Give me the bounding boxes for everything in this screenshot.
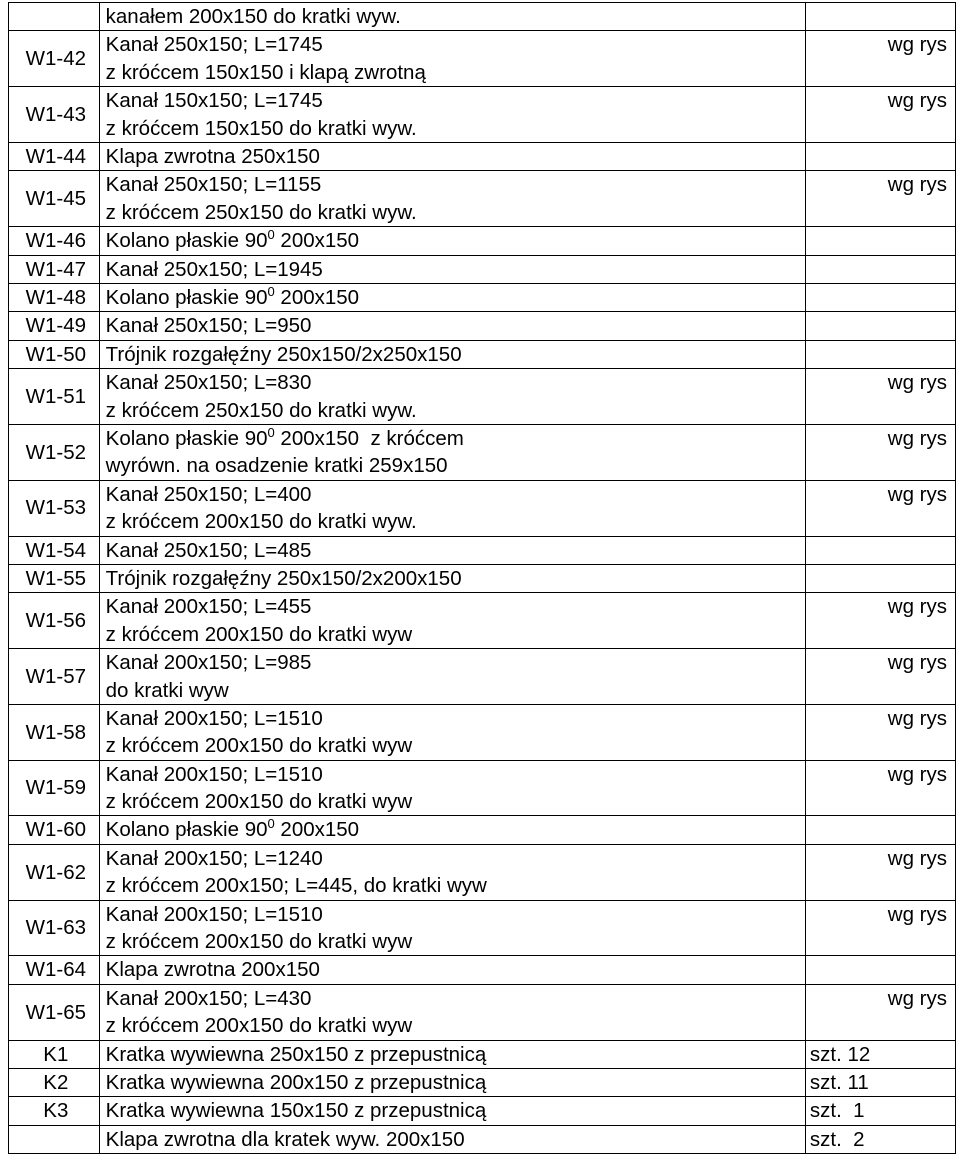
table-row — [9, 816, 956, 844]
description-line: z króćcem 200x150 do kratki wyw — [105, 622, 413, 646]
table-row — [9, 369, 956, 425]
item-quantity — [805, 844, 955, 900]
quantity-text: wg rys — [887, 595, 947, 619]
quantity-text: wg rys — [887, 706, 947, 730]
item-code: W1-65 — [9, 984, 100, 1040]
table-row — [9, 564, 956, 592]
item-description — [99, 424, 805, 480]
item-description — [99, 760, 805, 816]
table-row — [9, 227, 956, 255]
degree-superscript: 0 — [267, 227, 275, 243]
item-code: W1-50 — [9, 340, 100, 368]
item-code: W1-53 — [9, 480, 100, 536]
table-row — [9, 171, 956, 227]
item-code: W1-58 — [9, 704, 100, 760]
description-text: 200x150 — [274, 229, 360, 253]
description-text: Kolano płaskie 90 — [105, 229, 268, 253]
item-description — [99, 956, 805, 984]
quantity-text: wg rys — [887, 846, 947, 870]
table-row — [9, 649, 956, 705]
quantity-text: wg rys — [887, 371, 947, 395]
description-line: Kanał 250x150; L=1945 — [105, 257, 323, 281]
item-quantity — [805, 593, 955, 649]
table-row — [9, 1125, 956, 1153]
item-quantity — [805, 312, 955, 340]
item-code: W1-51 — [9, 369, 100, 425]
description-line: Kratka wywiewna 200x150 z przepustnicą — [105, 1071, 487, 1095]
quantity-text: wg rys — [887, 762, 947, 786]
item-description — [99, 1097, 805, 1125]
item-code: W1-47 — [9, 255, 100, 283]
item-code: W1-57 — [9, 649, 100, 705]
description-line: Klapa zwrotna 200x150 — [105, 958, 320, 982]
description-line: Kanał 200x150; L=1510 — [105, 762, 323, 786]
item-description — [99, 142, 805, 170]
item-code: K3 — [9, 1097, 100, 1125]
item-description — [99, 900, 805, 956]
table-row — [9, 255, 956, 283]
item-code: W1-49 — [9, 312, 100, 340]
item-quantity — [805, 1040, 955, 1068]
item-code: W1-56 — [9, 593, 100, 649]
description-line: Kanał 250x150; L=1745 — [105, 33, 323, 57]
description-line — [106, 816, 805, 843]
description-text: Kolano płaskie 90 — [105, 426, 268, 450]
description-text: 200x150 z króćcem — [274, 426, 464, 450]
table-row — [9, 1097, 956, 1125]
quantity-text: wg rys — [887, 33, 947, 57]
item-description — [99, 844, 805, 900]
quantity-text: wg rys — [887, 902, 947, 926]
item-description — [99, 1125, 805, 1153]
degree-superscript: 0 — [267, 816, 275, 832]
item-quantity — [805, 816, 955, 844]
description-line: wyrówn. na osadzenie kratki 259x150 — [105, 454, 448, 478]
description-line: Kanał 200x150; L=455 — [105, 595, 312, 619]
table-row — [9, 3, 956, 31]
table-row — [9, 984, 956, 1040]
item-description — [99, 1040, 805, 1068]
description-line: Trójnik rozgałęźny 250x150/2x250x150 — [105, 342, 462, 366]
degree-superscript: 0 — [267, 283, 275, 299]
item-quantity — [805, 3, 955, 31]
description-line: z króćcem 150x150 do kratki wyw. — [105, 116, 417, 140]
table-row — [9, 340, 956, 368]
description-line: Kanał 200x150; L=1240 — [105, 846, 323, 870]
item-code: W1-54 — [9, 536, 100, 564]
item-description — [99, 649, 805, 705]
item-description — [99, 227, 805, 255]
table-row — [9, 704, 956, 760]
quantity-text: wg rys — [887, 89, 947, 113]
description-text: 200x150 — [274, 818, 360, 842]
quantity-text: wg rys — [887, 651, 947, 675]
description-line: z króćcem 200x150 do kratki wyw — [105, 734, 413, 758]
table-row — [9, 900, 956, 956]
item-quantity — [805, 480, 955, 536]
description-line: Kanał 200x150; L=430 — [105, 986, 312, 1010]
description-line: Klapa zwrotna dla kratek wyw. 200x150 — [105, 1127, 465, 1151]
table-row — [9, 536, 956, 564]
item-description — [99, 480, 805, 536]
item-quantity — [805, 87, 955, 143]
item-description — [99, 340, 805, 368]
item-code: W1-55 — [9, 564, 100, 592]
item-code: W1-45 — [9, 171, 100, 227]
table-row — [9, 593, 956, 649]
description-line: Kanał 250x150; L=485 — [105, 538, 312, 562]
description-text: Kolano płaskie 90 — [105, 285, 268, 309]
item-code: K1 — [9, 1040, 100, 1068]
item-description — [99, 816, 805, 844]
table-row — [9, 760, 956, 816]
description-line: z króćcem 200x150; L=445, do kratki wyw — [105, 874, 487, 898]
item-description — [99, 984, 805, 1040]
item-code: K2 — [9, 1069, 100, 1097]
table-row — [9, 142, 956, 170]
description-line: z króćcem 250x150 do kratki wyw. — [105, 398, 417, 422]
description-line — [106, 227, 805, 254]
description-line: Kanał 200x150; L=1510 — [105, 706, 323, 730]
table-row — [9, 956, 956, 984]
table-row — [9, 424, 956, 480]
description-line: kanałem 200x150 do kratki wyw. — [105, 5, 401, 28]
item-quantity — [805, 142, 955, 170]
table-row — [9, 1069, 956, 1097]
description-line: do kratki wyw — [105, 678, 229, 702]
item-quantity — [805, 704, 955, 760]
description-line: Kanał 150x150; L=1745 — [105, 89, 323, 113]
table-row — [9, 1040, 956, 1068]
item-quantity — [805, 1097, 955, 1125]
table-row — [9, 31, 956, 87]
item-quantity — [805, 1069, 955, 1097]
description-line: Kratka wywiewna 150x150 z przepustnicą — [105, 1099, 487, 1123]
quantity-text: wg rys — [887, 482, 947, 506]
item-quantity — [805, 369, 955, 425]
description-line: Kanał 250x150; L=400 — [105, 482, 312, 506]
item-code: W1-63 — [9, 900, 100, 956]
description-line — [106, 284, 805, 311]
item-description — [99, 1069, 805, 1097]
description-line: Kratka wywiewna 250x150 z przepustnicą — [105, 1042, 487, 1066]
item-quantity — [805, 1125, 955, 1153]
item-code: W1-64 — [9, 956, 100, 984]
item-code: W1-43 — [9, 87, 100, 143]
item-quantity — [805, 564, 955, 592]
item-quantity — [805, 227, 955, 255]
description-line: Kanał 200x150; L=1510 — [105, 902, 323, 926]
degree-superscript: 0 — [267, 424, 275, 440]
quantity-text: szt. 11 — [809, 1071, 869, 1095]
description-line: z króćcem 150x150 i klapą zwrotną — [105, 60, 426, 84]
description-text: Kolano płaskie 90 — [105, 818, 268, 842]
description-line — [106, 425, 805, 452]
description-line: z króćcem 200x150 do kratki wyw — [105, 790, 413, 814]
quantity-text: wg rys — [887, 426, 947, 450]
item-code: W1-42 — [9, 31, 100, 87]
description-line: Kanał 250x150; L=950 — [105, 314, 312, 338]
item-description — [99, 283, 805, 311]
quantity-text: wg rys — [887, 986, 947, 1010]
item-quantity — [805, 984, 955, 1040]
description-line: z króćcem 250x150 do kratki wyw. — [105, 200, 417, 224]
quantity-text: szt. 1 — [809, 1099, 865, 1123]
item-description — [99, 704, 805, 760]
item-quantity — [805, 900, 955, 956]
item-description — [99, 87, 805, 143]
description-text: 200x150 — [274, 285, 360, 309]
table-row — [9, 844, 956, 900]
item-code: W1-52 — [9, 424, 100, 480]
item-quantity — [805, 283, 955, 311]
item-quantity — [805, 255, 955, 283]
description-line: z króćcem 200x150 do kratki wyw. — [105, 510, 417, 534]
item-description — [99, 3, 805, 31]
item-description — [99, 31, 805, 87]
quantity-text: szt. 2 — [809, 1127, 865, 1151]
description-line: Kanał 250x150; L=830 — [105, 371, 312, 395]
description-line: Trójnik rozgałęźny 250x150/2x200x150 — [105, 566, 462, 590]
item-code: W1-48 — [9, 283, 100, 311]
item-description — [99, 369, 805, 425]
description-line: Klapa zwrotna 250x150 — [105, 144, 320, 168]
item-description — [99, 171, 805, 227]
quantity-text: szt. 12 — [809, 1042, 871, 1066]
item-code: W1-44 — [9, 142, 100, 170]
item-code: W1-62 — [9, 844, 100, 900]
item-description — [99, 255, 805, 283]
table-row — [9, 87, 956, 143]
item-code — [9, 3, 100, 31]
parts-table — [8, 2, 956, 1154]
item-quantity — [805, 956, 955, 984]
description-line: z króćcem 200x150 do kratki wyw — [105, 930, 413, 954]
table-row — [9, 312, 956, 340]
table-row — [9, 480, 956, 536]
description-line: Kanał 200x150; L=985 — [105, 651, 312, 675]
item-quantity — [805, 536, 955, 564]
item-code: W1-59 — [9, 760, 100, 816]
item-description — [99, 312, 805, 340]
item-quantity — [805, 31, 955, 87]
item-description — [99, 536, 805, 564]
quantity-text: wg rys — [887, 173, 947, 197]
item-quantity — [805, 760, 955, 816]
item-code: W1-60 — [9, 816, 100, 844]
description-line: z króćcem 200x150 do kratki wyw — [105, 1014, 413, 1038]
parts-table-body — [9, 3, 956, 1154]
item-quantity — [805, 424, 955, 480]
item-quantity — [805, 171, 955, 227]
item-quantity — [805, 649, 955, 705]
item-description — [99, 593, 805, 649]
table-row — [9, 283, 956, 311]
item-quantity — [805, 340, 955, 368]
item-code — [9, 1125, 100, 1153]
item-code: W1-46 — [9, 227, 100, 255]
item-description — [99, 564, 805, 592]
description-line: Kanał 250x150; L=1155 — [105, 173, 322, 197]
